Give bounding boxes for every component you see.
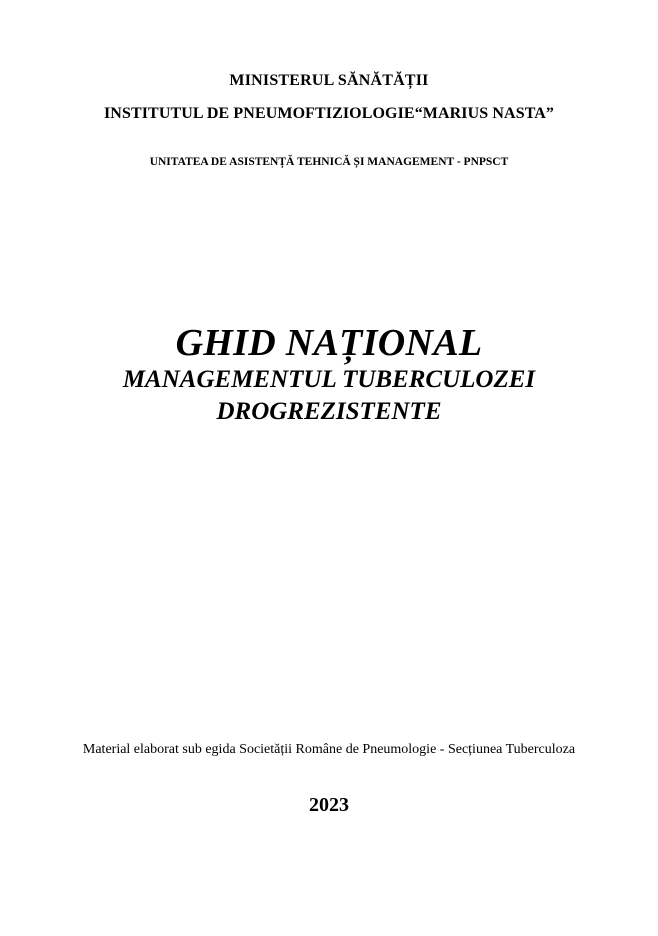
document-subtitle-line-1: MANAGEMENTUL TUBERCULOZEI	[122, 366, 536, 393]
document-title: GHID NAȚIONAL	[175, 322, 483, 364]
publication-year: 2023	[309, 794, 349, 816]
institute-heading: INSTITUTUL DE PNEUMOFTIZIOLOGIE“MARIUS NASTA”	[103, 105, 555, 122]
document-subtitle-line-2: DROGREZISTENTE	[216, 398, 442, 425]
unit-heading: UNITATEA DE ASISTENȚĂ TEHNICĂ ȘI MANAGEMENT - PNPSCT	[149, 156, 509, 168]
ministry-heading: MINISTERUL SĂNĂTĂȚII	[229, 72, 429, 89]
credit-note: Material elaborat sub egida Societății Române de Pneumologie - Secțiunea Tuberculoza	[82, 742, 576, 757]
